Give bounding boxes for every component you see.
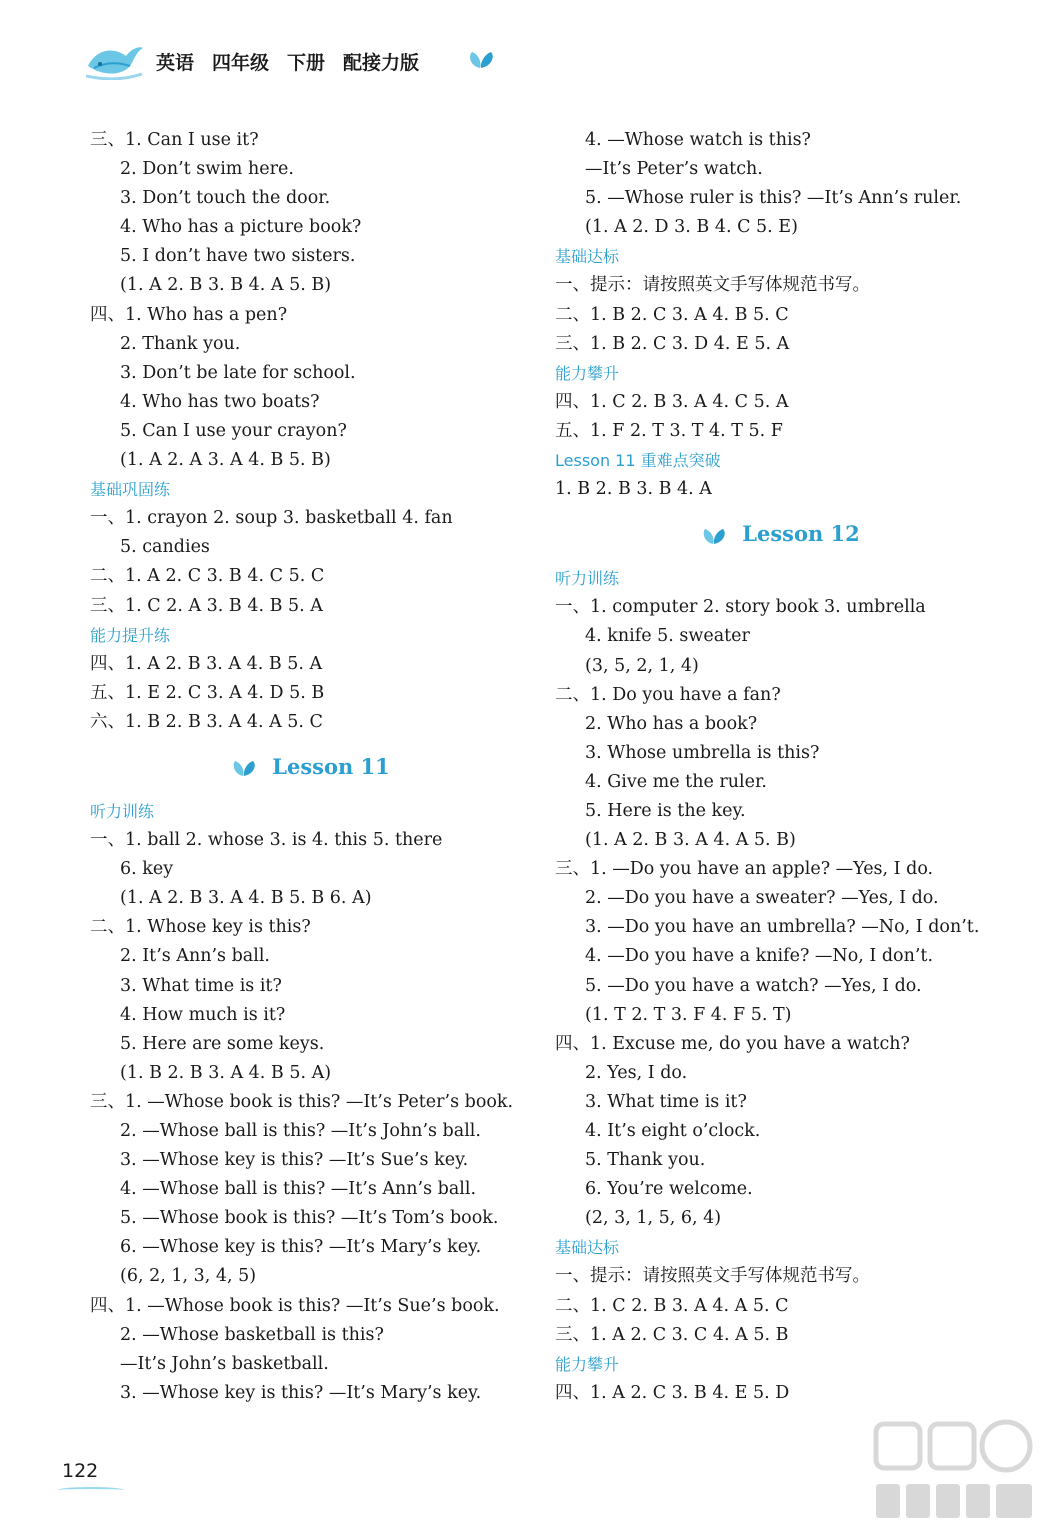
answer-line bbox=[90, 271, 530, 300]
answer-text: 3. —Whose key is this? —It’s Mary’s key. bbox=[120, 1382, 482, 1403]
answer-text: (3, 5, 2, 1, 4) bbox=[585, 655, 699, 676]
answer-text: 三、1. A 2. C 3. C 4. A 5. B bbox=[555, 1324, 789, 1345]
answer-line bbox=[555, 126, 1005, 155]
answer-text: 3. —Do you have an umbrella? —No, I don’t. bbox=[585, 917, 980, 938]
answer-text: 三、1. —Whose book is this? —It’s Peter’s book. bbox=[90, 1091, 514, 1112]
answer-text: 四、1. A 2. C 3. B 4. E 5. D bbox=[555, 1382, 790, 1403]
answer-text: (1. A 2. A 3. A 4. B 5. B) bbox=[120, 450, 331, 471]
section-heading bbox=[90, 797, 530, 826]
header-edition: 配接力版 bbox=[343, 52, 420, 74]
answer-line bbox=[90, 301, 530, 330]
answer-line bbox=[90, 826, 530, 855]
answer-text: 5. Thank you. bbox=[585, 1150, 706, 1171]
answer-line bbox=[90, 330, 530, 359]
watermark-logo bbox=[870, 1418, 1040, 1528]
answer-line bbox=[90, 708, 530, 737]
answer-line bbox=[555, 972, 1005, 1001]
answer-text: (1. A 2. B 3. A 4. B 5. B 6. A) bbox=[120, 888, 372, 909]
section-heading bbox=[90, 621, 530, 650]
answer-text: 2. —Whose basketball is this? bbox=[120, 1324, 384, 1345]
answer-line bbox=[90, 1175, 530, 1204]
answer-line bbox=[90, 650, 530, 679]
answer-line bbox=[90, 592, 530, 621]
header-volume: 下册 bbox=[287, 52, 326, 74]
answer-text: 三、1. C 2. A 3. B 4. B 5. A bbox=[90, 595, 323, 616]
answer-line bbox=[555, 593, 1005, 622]
answer-line bbox=[90, 1117, 530, 1146]
answer-line bbox=[90, 972, 530, 1001]
answer-text: (6, 2, 1, 3, 4, 5) bbox=[120, 1266, 257, 1287]
answer-text: (1. A 2. B 3. B 4. A 5. B) bbox=[120, 275, 332, 296]
answer-line bbox=[555, 330, 1005, 359]
answer-line bbox=[90, 184, 530, 213]
answer-line bbox=[90, 1350, 530, 1379]
answer-line bbox=[555, 1030, 1005, 1059]
answer-line bbox=[90, 1001, 530, 1030]
answer-text: 1. B 2. B 3. B 4. A bbox=[555, 479, 712, 500]
answer-text: 5. I don’t have two sisters. bbox=[120, 246, 356, 267]
answer-text: 四、1. C 2. B 3. A 4. C 5. A bbox=[555, 391, 789, 412]
section-heading bbox=[555, 242, 1005, 271]
answer-line bbox=[555, 1379, 1005, 1408]
answer-line bbox=[90, 855, 530, 884]
answer-text: 4. —Do you have a knife? —No, I don’t. bbox=[585, 946, 934, 967]
answer-text: 五、1. F 2. T 3. T 4. T 5. F bbox=[555, 420, 783, 441]
answer-text: 5. —Whose book is this? —It’s Tom’s book. bbox=[120, 1208, 499, 1229]
answer-line bbox=[90, 1204, 530, 1233]
answer-line bbox=[555, 301, 1005, 330]
answer-line bbox=[555, 1321, 1005, 1350]
page-number-underline bbox=[58, 1487, 124, 1493]
answer-line bbox=[555, 1146, 1005, 1175]
answer-line bbox=[555, 1292, 1005, 1321]
answer-text: 4. Give me the ruler. bbox=[585, 771, 767, 792]
page-header bbox=[86, 40, 586, 82]
answer-line bbox=[555, 768, 1005, 797]
section-heading-text: 能力提升练 bbox=[90, 625, 171, 645]
section-heading bbox=[555, 1350, 1005, 1379]
answer-text: 2. Who has a book? bbox=[585, 713, 758, 734]
answer-text: (1. A 2. B 3. A 4. A 5. B) bbox=[585, 830, 796, 851]
answer-line bbox=[555, 475, 1005, 504]
answer-line bbox=[90, 504, 530, 533]
section-heading bbox=[90, 475, 530, 504]
answer-line bbox=[90, 1379, 530, 1408]
answer-line bbox=[555, 1088, 1005, 1117]
answer-line bbox=[90, 533, 530, 562]
answer-line bbox=[90, 446, 530, 475]
section-heading-text: 听力训练 bbox=[90, 801, 155, 821]
answer-line bbox=[555, 1204, 1005, 1233]
answer-text: 5. candies bbox=[120, 537, 210, 558]
answer-text: 6. key bbox=[120, 859, 174, 880]
section-heading bbox=[555, 564, 1005, 593]
answer-text: 3. Don’t touch the door. bbox=[120, 188, 331, 209]
answer-text: 3. Whose umbrella is this? bbox=[585, 742, 820, 763]
answer-text: 四、1. —Whose book is this? —It’s Sue’s book. bbox=[90, 1295, 500, 1316]
section-heading-text: 基础达标 bbox=[555, 1238, 620, 1258]
answer-line bbox=[90, 242, 530, 271]
answer-line bbox=[555, 1001, 1005, 1030]
answer-line bbox=[90, 1321, 530, 1350]
section-heading bbox=[555, 359, 1005, 388]
answer-text: 一、1. ball 2. whose 3. is 4. this 5. there bbox=[90, 830, 443, 851]
answer-text: 一、提示：请按照英文手写体规范书写。 bbox=[555, 275, 870, 296]
section-heading bbox=[555, 446, 1005, 475]
answer-text: 五、1. E 2. C 3. A 4. D 5. B bbox=[90, 682, 325, 703]
leaf-icon bbox=[230, 759, 258, 777]
section-heading-text: 基础巩固练 bbox=[90, 480, 171, 500]
answer-text: 2. Thank you. bbox=[120, 333, 241, 354]
answer-line bbox=[555, 826, 1005, 855]
section-heading-text: 能力攀升 bbox=[555, 1354, 620, 1374]
answer-text: 六、1. B 2. B 3. A 4. A 5. C bbox=[90, 711, 323, 732]
answer-text: 5. —Do you have a watch? —Yes, I do. bbox=[585, 975, 922, 996]
answer-line bbox=[90, 1233, 530, 1262]
leaf-icon bbox=[700, 527, 728, 545]
answer-text: 4. knife 5. sweater bbox=[585, 626, 750, 647]
bird-icon bbox=[86, 40, 144, 80]
answer-text: 一、提示：请按照英文手写体规范书写。 bbox=[555, 1266, 870, 1287]
lesson-heading-text: Lesson 12 bbox=[742, 521, 860, 547]
answer-line bbox=[90, 1030, 530, 1059]
answer-text: 2. It’s Ann’s ball. bbox=[120, 946, 270, 967]
answer-text: —It’s Peter’s watch. bbox=[585, 159, 763, 180]
answer-line bbox=[90, 417, 530, 446]
answer-line bbox=[555, 710, 1005, 739]
answer-line bbox=[555, 739, 1005, 768]
answer-text: 四、1. A 2. B 3. A 4. B 5. A bbox=[90, 653, 323, 674]
answer-line bbox=[90, 359, 530, 388]
answer-text: 5. Can I use your crayon? bbox=[120, 420, 347, 441]
answer-line bbox=[90, 388, 530, 417]
section-heading bbox=[555, 1233, 1005, 1262]
answer-line bbox=[555, 184, 1005, 213]
answer-text: 二、1. Do you have a fan? bbox=[555, 684, 781, 705]
answer-line bbox=[555, 1059, 1005, 1088]
left-column bbox=[90, 126, 530, 1408]
answer-line bbox=[90, 213, 530, 242]
answer-line bbox=[90, 155, 530, 184]
section-heading-text: 能力攀升 bbox=[555, 363, 620, 383]
answer-line bbox=[555, 681, 1005, 710]
answer-line bbox=[555, 622, 1005, 651]
answer-text: 4. Who has a picture book? bbox=[120, 217, 362, 238]
answer-line bbox=[555, 1117, 1005, 1146]
section-heading-text: Lesson 11 重难点突破 bbox=[555, 451, 721, 471]
answer-text: 一、1. computer 2. story book 3. umbrella bbox=[555, 597, 926, 618]
section-heading-text: 听力训练 bbox=[555, 569, 620, 589]
answer-text: (1. B 2. B 3. A 4. B 5. A) bbox=[120, 1062, 332, 1083]
answer-text: 3. —Whose key is this? —It’s Sue’s key. bbox=[120, 1150, 469, 1171]
answer-text: 6. You’re welcome. bbox=[585, 1179, 753, 1200]
answer-line bbox=[555, 884, 1005, 913]
answer-text: (2, 3, 1, 5, 6, 4) bbox=[585, 1208, 722, 1229]
right-column bbox=[555, 126, 1005, 1408]
answer-text: 4. —Whose ball is this? —It’s Ann’s ball. bbox=[120, 1179, 477, 1200]
answer-text: 2. Don’t swim here. bbox=[120, 159, 294, 180]
answer-line bbox=[555, 855, 1005, 884]
leaf-icon bbox=[466, 50, 496, 70]
section-heading-text: 基础达标 bbox=[555, 247, 620, 267]
answer-text: —It’s John’s basketball. bbox=[120, 1353, 329, 1374]
answer-line bbox=[90, 562, 530, 591]
answer-text: 5. —Whose ruler is this? —It’s Ann’s ruler. bbox=[585, 188, 962, 209]
lesson-heading-text: Lesson 11 bbox=[272, 753, 390, 779]
answer-line bbox=[555, 913, 1005, 942]
answer-line bbox=[90, 1292, 530, 1321]
answer-line bbox=[555, 271, 1005, 300]
answer-text: 四、1. Excuse me, do you have a watch? bbox=[555, 1033, 910, 1054]
answer-text: 3. Don’t be late for school. bbox=[120, 362, 356, 383]
answer-text: 二、1. Whose key is this? bbox=[90, 917, 311, 938]
answer-text: 二、1. B 2. C 3. A 4. B 5. C bbox=[555, 304, 789, 325]
answer-text: 3. What time is it? bbox=[120, 975, 282, 996]
answer-line bbox=[90, 942, 530, 971]
answer-text: 二、1. A 2. C 3. B 4. C 5. C bbox=[90, 566, 325, 587]
answer-line bbox=[555, 155, 1005, 184]
answer-text: 四、1. Who has a pen? bbox=[90, 304, 288, 325]
answer-text: 5. Here are some keys. bbox=[120, 1033, 325, 1054]
answer-text: 4. It’s eight o’clock. bbox=[585, 1121, 761, 1141]
lesson-heading bbox=[555, 504, 1005, 564]
answer-line bbox=[90, 679, 530, 708]
answer-text: (1. A 2. D 3. B 4. C 5. E) bbox=[585, 217, 798, 238]
answer-line bbox=[90, 1146, 530, 1175]
answer-text: (1. T 2. T 3. F 4. F 5. T) bbox=[585, 1004, 792, 1025]
answer-line bbox=[90, 1262, 530, 1291]
answer-text: 4. How much is it? bbox=[120, 1004, 286, 1025]
answer-line bbox=[555, 797, 1005, 826]
answer-line bbox=[555, 417, 1005, 446]
answer-text: 三、1. B 2. C 3. D 4. E 5. A bbox=[555, 333, 790, 354]
answer-text: 3. What time is it? bbox=[585, 1091, 747, 1112]
answer-text: 4. —Whose watch is this? bbox=[585, 130, 811, 150]
answer-text: 三、1. Can I use it? bbox=[90, 130, 259, 150]
answer-line bbox=[90, 884, 530, 913]
answer-line bbox=[90, 1088, 530, 1117]
answer-text: 4. Who has two boats? bbox=[120, 391, 320, 412]
answer-text: 三、1. —Do you have an apple? —Yes, I do. bbox=[555, 859, 934, 880]
header-grade: 四年级 bbox=[212, 52, 270, 74]
answer-line bbox=[555, 652, 1005, 681]
lesson-heading bbox=[90, 737, 530, 797]
answer-line bbox=[90, 126, 530, 155]
answer-line bbox=[555, 388, 1005, 417]
answer-line bbox=[555, 942, 1005, 971]
answer-text: 2. —Do you have a sweater? —Yes, I do. bbox=[585, 888, 939, 909]
answer-text: 2. Yes, I do. bbox=[585, 1062, 688, 1083]
answer-line bbox=[555, 1175, 1005, 1204]
answer-text: 二、1. C 2. B 3. A 4. A 5. C bbox=[555, 1295, 789, 1316]
answer-text: 6. —Whose key is this? —It’s Mary’s key. bbox=[120, 1237, 482, 1258]
answer-line bbox=[555, 213, 1005, 242]
header-subject: 英语 bbox=[156, 52, 195, 74]
page-number: 122 bbox=[62, 1460, 99, 1482]
answer-line bbox=[90, 913, 530, 942]
answer-text: 5. Here is the key. bbox=[585, 800, 746, 821]
answer-line bbox=[90, 1059, 530, 1088]
answer-text: 2. —Whose ball is this? —It’s John’s ball. bbox=[120, 1121, 481, 1141]
answer-text: 一、1. crayon 2. soup 3. basketball 4. fan bbox=[90, 508, 453, 529]
header-title bbox=[156, 48, 419, 75]
answer-line bbox=[555, 1262, 1005, 1291]
